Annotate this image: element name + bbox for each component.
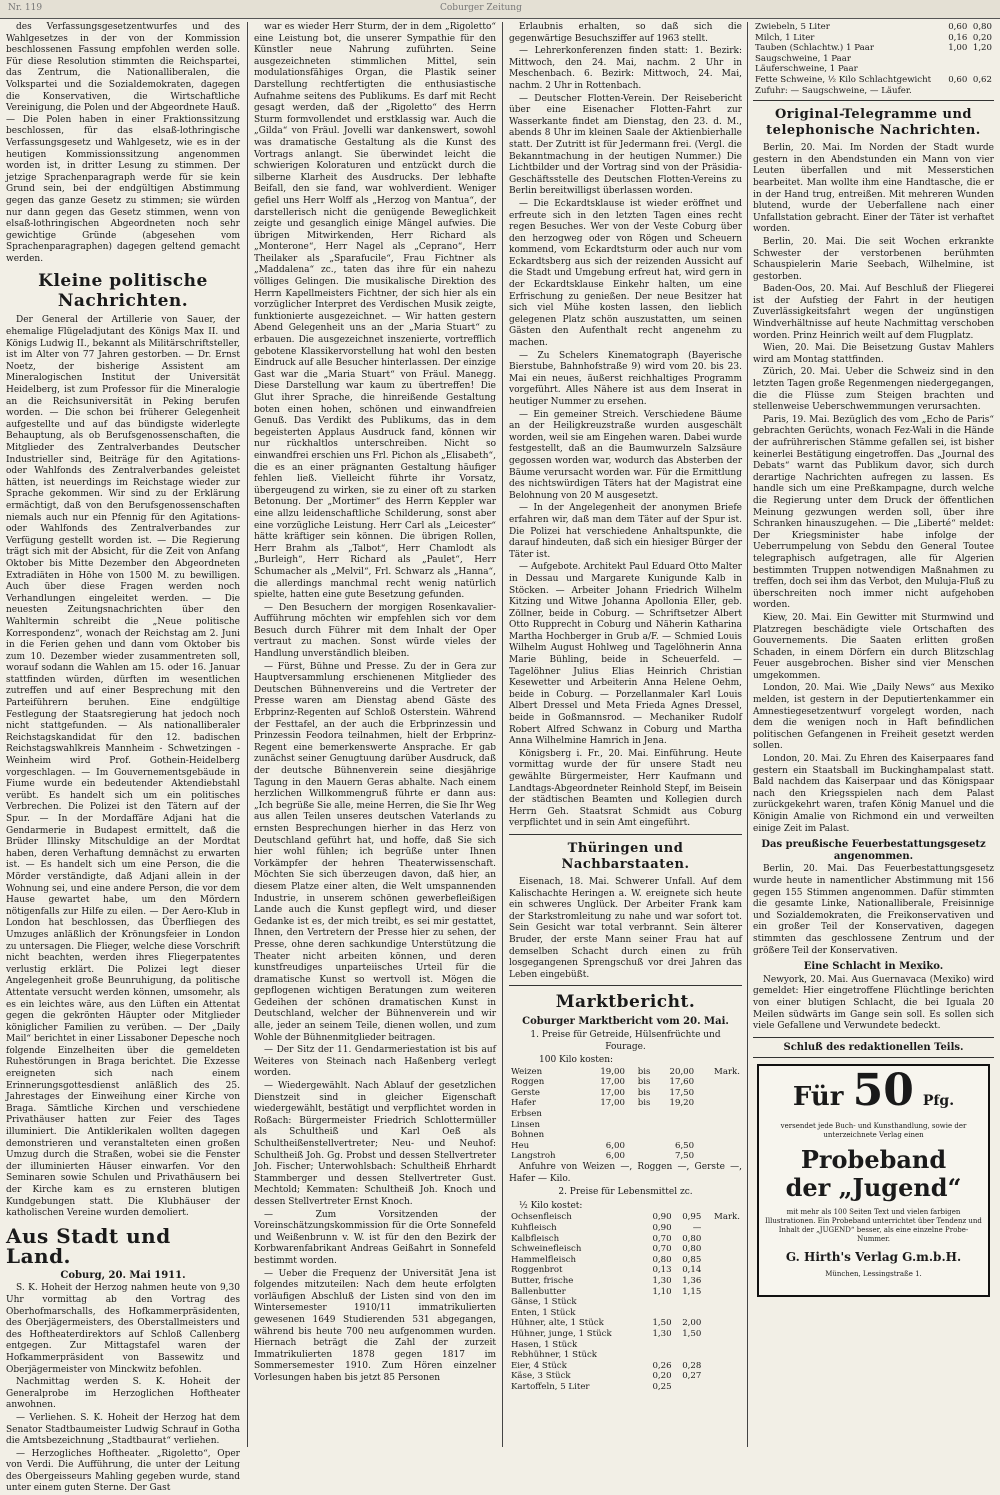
table-cell-u <box>696 1109 742 1120</box>
table-cell-lo: 17,00 <box>600 1087 625 1098</box>
table-cell-lo: 0,16 <box>948 32 968 43</box>
table-cell-u <box>703 1287 742 1298</box>
table-row <box>509 1223 742 1234</box>
table-cell-bis <box>627 1151 652 1162</box>
heading-marktbericht: Marktbericht. <box>555 992 696 1013</box>
table-cell-hi: 0,80 <box>972 22 992 32</box>
column-3 <box>509 22 742 1447</box>
table-cell-item: Saugschweine, 1 Paar <box>755 53 852 64</box>
table-cell-hi: — <box>692 1223 702 1233</box>
table-cell-hi: 17,50 <box>669 1087 695 1098</box>
table-cell-u <box>703 1382 742 1393</box>
table-row <box>509 1318 742 1329</box>
table-cell-hi <box>652 1109 696 1120</box>
ad-price-line <box>765 1065 982 1117</box>
ad-pfg: Pfg. <box>922 1093 955 1110</box>
table-cell-lo: 1,30 <box>652 1328 672 1339</box>
subheading-mexiko: Eine Schlacht in Mexiko. <box>803 961 944 973</box>
table-cell-item: Enten, 1 Stück <box>511 1307 576 1318</box>
column-rule <box>247 22 248 1447</box>
article-paragraph: — Herzogliches Hoftheater. „Rigoletto“, Oper von Verdi. Die Aufführung, die unter der Leitung des Obergeisseurs Mahling gegeben wurde, stand unter einem guten Sterne. Der Gast <box>6 1448 240 1494</box>
table-cell-u <box>696 1151 742 1162</box>
article-paragraph: Berlin, 20. Mai. Das Feuerbestattungsgesetz wurde heute in namentlicher Abstimmung mit 156 gegen 155 Stimmen angenommen. Dafür stimmten die gesamte Linke, Nationalliberale, Freisinnige und Sozialdemokraten, die Freikonservativen und ein großer Teil der Konservativen, dagegen stimmten das geschlossene Zentrum und der größere Teil der Konservativen. <box>753 864 994 956</box>
table-cell-item: Kuhfleisch <box>511 1223 557 1233</box>
table-row <box>509 1329 742 1340</box>
table-cell-u <box>703 1244 742 1255</box>
dateline: Coburg, 20. Mai 1911. <box>60 1269 186 1281</box>
table-row <box>509 1151 742 1162</box>
article-paragraph: — Ueber die Frequenz der Universität Jena ist folgendes mitzuteilen: Nach dem heute erfolgten vorläufigen Abschluß der Listen sind von den im Wintersemester 1910/11 immatrikulierten gewesenen 1649 Studierenden 531 abgegangen, während bis heute 700 neu aufgenommen wurden. Hiernach beträgt die Zahl der zurzeit Immatrikulierten 1878 gegen 1817 im Sommersemester 1910. Zum Hören einzelner Vorlesungen haben bis jetzt 85 Personen <box>254 1268 496 1383</box>
table-cell-hi: 1,20 <box>972 43 992 54</box>
table-row <box>509 1371 742 1382</box>
article-paragraph: Zürich, 20. Mai. Ueber die Schweiz sind in den letzten Tagen große Regenmengen niedergegangen, die die Flüsse zum Steigen brachten und stellenweise Ueberschwemmungen verursachten. <box>753 367 994 413</box>
market-supply-note: Anfuhre von Weizen —, Roggen —, Gerste —, Hafer — Kilo. <box>509 1162 742 1184</box>
table-row <box>509 1276 742 1287</box>
article-paragraph: — Zu Schelers Kinematograph (Bayerische Bierstube, Bahnhofstraße 9) wird vom 20. bis 23. Mai ein neues, äußerst reichhaltiges Programm vorgeführt. Alles Nähere ist aus dem Inserat in heutiger Nummer zu ersehen. <box>509 350 742 407</box>
ad-publisher: G. Hirth's Verlag G.m.b.H. <box>785 1250 962 1265</box>
table-cell-hi <box>674 1308 704 1319</box>
table-cell-u <box>703 1223 742 1234</box>
article-paragraph: war es wieder Herr Sturm, der in dem „Rigoletto“ eine Leistung bot, die unserer Sympathie für den Künstler neue Nahrung zuführten. Seine ausgezeichneten stimmlichen Mittel, sein modulationsfähiges Organ, die Plastik seiner Darstellung rechtfertigten die enthusiastische Aufnahme seitens des Publikums. Es darf mit Recht gesagt werden, daß der „Rigoletto“ des Herrn Sturm formvollendet und erstklassig war. Auch die „Gilda“ von Fräul. Jovelli war dankenswert, sowohl was dramatische Gestaltung als die Kunst des Vortrags anlangt. Sie überwindet leicht die schwierigen Koloraturen und entzückt durch die silberne Klarheit des Ausdrucks. Der lebhafte Beifall, den sie fand, war wohlverdient. Weniger gefiel uns Herr Wolff als „Herzog von Mantua“, der darstellerisch nicht die genügende Beweglichkeit zeigte und gesanglich einige Mängel aufwies. Die übrigen Mitwirkenden, Herr Richard als „Monterone“, Herr Nagel als „Ceprano“, Herr Theilaker als „Sparafucile“, Frau Fichtner als „Maddalena“ zc., taten das ihre für ein nahezu völliges Gelingen. Die musikalische Direktion des Herrn Kapellmeisters Fichtner, der sich hier als ein vorzüglicher Interpret des Verdischen Musik zeigte, funktionierte ausgezeichnet. — Wir hatten gestern Abend Gelegenheit uns an der „Maria Stuart“ zu erbauen. Die ausgezeichnet inszenierte, vortrefflich gebotene Klassikervorstellung hat wohl den besten Eindruck auf alle Besucher hinterlassen. Der einzige Gast war die „Maria Stuart“ von Fräul. Manegg. Diese Darstellung war kaum zu übertreffen! Die Glut ihrer Sprache, die hinreißende Gestaltung boten einen hohen, schönen und einwandfreien Genuß. Das Verdikt des Publikums, das in dem begeisterten Applaus Ausdruck fand, können wir nur rückhaltlos unterschreiben. Nicht so einwandfrei erschien uns Frl. Pichon als „Elisabeth“, die es an einer prägnanten Gestaltung häufiger fehlen ließ. Vielleicht führte ihr Vorsatz, übergeugend zu wirken, sie zu einer oft zu starken Betonung. Der „Mortimer“ des Herrn Keppler war eine allzu leidenschaftliche Schilderung, sonst aber eine vorzügliche Leistung. Herr Carl als „Leicester“ hätte kräftiger sein können. Die übrigen Rollen, Herr Brahm als „Talbot“, Herr Chamlodt als „Burleigh“, Herr Richard als „Paulet“, Herr Schumacher als „Melvil“, Frl. Schwarz als „Hanna“, die allerdings manchmal recht wenig natürlich spielte, hatten eine gute Besetzung gefunden. <box>254 22 496 601</box>
ad-price: 50 <box>852 1065 914 1117</box>
ad-jugend: der „Jugend“ <box>785 1173 962 1203</box>
table-cell-lo: 0,26 <box>652 1360 672 1371</box>
table-cell-item: Läuferschweine, 1 Paar <box>755 64 858 75</box>
table-cell-hi <box>652 1120 696 1131</box>
table-cell-bis <box>627 1141 652 1152</box>
market-continuation-table <box>753 22 994 96</box>
table-cell-bis <box>627 1109 652 1120</box>
table-cell-u <box>696 1120 742 1131</box>
table-row <box>509 1244 742 1255</box>
masthead: Coburger Zeitung <box>440 3 522 13</box>
table-row <box>753 22 994 33</box>
market-unit-1: 100 Kilo kosten: <box>539 1055 614 1066</box>
article-paragraph: Erlaubnis erhalten, so daß sich die gegenwärtige Besuchsziffer auf 1963 stellt. <box>509 22 742 44</box>
article-paragraph: Eisenach, 18. Mai. Schwerer Unfall. Auf dem Kalischachte Heringen a. W. ereignete sich heute ein schweres Unglück. Der Arbeiter Frank kam der Starkstromleitung zu nahe und war sofort tot. Sein Gesicht war total verbrannt. Sein älterer Bruder, der erste Mann seiner Frau hat auf demselben Schacht durch einen zu früh losgegangenen Sprengschuß vor drei Jahren das Leben eingebüßt. <box>509 876 742 980</box>
article-paragraph: Königsberg i. Fr., 20. Mai. Einführung. Heute vormittag wurde der für unsere Stadt neu gewählte Bürgermeister, Herr Kaufmann und Landtags-Abgeordneter Reinhold Stepf, im Beisein der städtischen Beamten und Kollegien durch Herrn Geh. Staatsrat Schmidt aus Coburg verpflichtet und in sein Amt eingeführt. <box>509 748 742 829</box>
ad-address: München, Lessingstraße 1. <box>825 1269 922 1278</box>
column-2 <box>254 22 496 1447</box>
table-cell-u <box>703 1350 742 1361</box>
article-paragraph: — Den Besuchern der morgigen Rosenkavalier-Aufführung möchten wir empfehlen sich vor dem Besuch durch Führer mit dem Inhalt der Oper vertraut zu machen. Sonst würde vieles der Handlung unverständlich bleiben. <box>254 602 496 660</box>
table-cell-item: Bohnen <box>511 1130 545 1141</box>
table-row <box>753 33 994 44</box>
table-cell-item: Käse, 3 Stück <box>511 1371 571 1382</box>
table-row <box>753 86 994 97</box>
table-cell-u <box>703 1371 742 1382</box>
grain-price-table <box>509 1067 742 1162</box>
advertisement-jugend <box>757 1064 990 1297</box>
table-cell-lo: 0,80 <box>652 1254 672 1265</box>
article-paragraph: — Wiedergewählt. Nach Ablauf der gesetzlichen Dienstzeit sind in gleicher Eigenschaft wiedergewählt, bestätigt und verpflichtet worden in Roßach: Bürgermeister Friedrich Schlottermüller als Schultheiß und Karl Oeß als Schultheißenstellvertreter; Neu- und Neuhof: Schultheiß Joh. Gg. Probst und dessen Stellvertreter Joh. Fischer; Unterwohlsbach: Schultheiß Ehrhardt Stammberger und dessen Stellvertreter Gust. Mechtold; Kemmaten: Schultheiß Joh. Knoch und dessen Stellvertreter Ernst Knoch. <box>254 1081 496 1207</box>
article-paragraph: S. K. Hoheit der Herzog nahmen heute von 9,30 Uhr vormittag ab den Vortrag des Oberhofmarschalls, des Hofkammerpräsidenten, des Oberjägermeisters, des Oberstallmeisters und des Hoftheaterdirektors auf Schloß Callenberg entgegen. Zur Mittagstafel waren der Hofkammerpräsident von Bassewitz und Oberjägermeister von Minckwitz befohlen. <box>6 1283 240 1375</box>
table-cell-hi: 1,36 <box>682 1275 702 1286</box>
table-row <box>753 43 994 54</box>
table-cell-hi: 1,15 <box>682 1286 702 1297</box>
divider <box>753 1057 994 1058</box>
table-cell-u <box>696 1130 742 1141</box>
table-row <box>509 1255 742 1266</box>
table-cell-lo <box>945 86 970 97</box>
table-cell-item: Butter, frische <box>511 1275 574 1286</box>
article-paragraph: London, 20. Mai. Zu Ehren des Kaiserpaares fand gestern ein Staatsball im Buckinghampalast statt. Bald nachdem das Kaiserpaar und das Königspaar nach den Kriegsspielen nach dem Palast zurückgekehrt waren, trafen König Manuel und die Königin Amalie von Richmond ein und verweilten einige Zeit im Palast. <box>753 754 994 834</box>
table-cell-hi <box>652 1130 696 1141</box>
table-cell-bis: bis <box>637 1077 651 1088</box>
table-cell-bis <box>627 1130 652 1141</box>
table-cell-hi: 1,50 <box>682 1328 702 1339</box>
table-cell-hi: 19,20 <box>669 1098 695 1109</box>
table-cell-lo: 0,60 <box>948 74 968 85</box>
article-paragraph: Berlin, 20. Mai. Die seit Wochen erkrankte Schwester der verstorbenen berühmten Schauspielerin Marie Seebach, Wilhelmine, ist gestorben. <box>753 236 994 282</box>
article-paragraph: — Zum Vorsitzenden der Voreinschätzungskommission für die Orte Sonnefeld und Weißenbrunn v. W. ist für den den Bezirk der Korbwarenfabrikant Andreas Geißahrt in Sonnefeld bestimmt worden. <box>254 1209 496 1266</box>
table-row <box>509 1088 742 1099</box>
article-paragraph: Wien, 20. Mai. Die Beisetzung Gustav Mahlers wird am Montag stattfinden. <box>753 343 994 365</box>
article-paragraph: — Aufgebote. Architekt Paul Eduard Otto Malter in Dessau und Margarete Kunigunde Kalb in Stöcken. — Arbeiter Johann Friedrich Wilhelm Kitzing und Witwe Johanna Apollonia Eller, geb. Zöllner, beide in Coburg. — Schriftsetzer Albert Otto Rupprecht in Coburg und Näherin Katharina Martha Hochberger in Grub a/F. — Schmied Louis Wilhelm August Hohlweg und Tagelöhnerin Anna Marie Bühling, beide in Scheuerfeld. — Tagelöhner Julius Elias Heinrich Christian Kesewetter und Arbeiterin Anna Helene Oehm, beide in Coburg. — Porzellanmaler Karl Louis Albert Dressel und Meta Frieda Agnes Dressel, beide in Goßmannsrod. — Mechaniker Rudolf Robert Alfred Schwanz in Coburg und Martha Anna Wilhelmine Hamrich in Jena. <box>509 562 742 747</box>
page-header-strip <box>0 0 1000 19</box>
table-cell-u <box>703 1276 742 1287</box>
table-cell-item: Gänse, 1 Stück <box>511 1297 577 1308</box>
table-cell-u: Mark. <box>714 1212 740 1223</box>
table-cell-u <box>703 1361 742 1372</box>
table-cell-lo <box>644 1308 674 1319</box>
table-cell-lo: 1,00 <box>948 43 968 54</box>
article-paragraph: — Der Sitz der 11. Gendarmeriestation ist bis auf Weiteres von Steinach nach Haßenberg verlegt worden. <box>254 1045 496 1079</box>
table-cell-hi: 17,60 <box>669 1077 695 1088</box>
table-row <box>509 1067 742 1078</box>
table-cell-hi <box>674 1297 704 1308</box>
table-cell-item: Heu <box>511 1140 530 1151</box>
table-cell-item: Langstroh <box>511 1151 556 1162</box>
subheading-feuerbestattung: Das preußische Feuerbestattungsgesetz angenommen. <box>761 839 986 862</box>
table-row <box>509 1109 742 1120</box>
table-cell-u: Mark. <box>714 1066 740 1077</box>
table-cell-hi: 0,62 <box>972 74 992 85</box>
heading-kleine-politische-nachrichten: Kleine politische Nachrichten. <box>38 271 208 312</box>
heading-thueringen: Thüringen und Nachbarstaaten. <box>561 840 690 872</box>
table-cell-lo: 0,90 <box>652 1212 672 1223</box>
table-cell-lo <box>644 1350 674 1361</box>
table-row <box>753 75 994 86</box>
table-cell-item: Zwiebeln, 5 Liter <box>755 22 830 32</box>
table-cell-item: Zufuhr: — Saugschweine, — Läufer. <box>755 85 912 96</box>
article-paragraph: — Verliehen. S. K. Hoheit der Herzog hat dem Senator Stadtbaumeister Ludwig Schrauf in Gotha die Amtsbezeichnung „Stadtbaurat“ verliehen. <box>6 1412 240 1447</box>
table-cell-item: Fette Schweine, ½ Kilo Schlachtgewicht <box>755 74 932 85</box>
ad-probeband: Probeband <box>800 1145 947 1175</box>
article-paragraph: London, 20. Mai. Wie „Daily News“ aus Mexiko melden, ist gestern in der Deputiertenkammer ein Amnestiegesetzentwurf vorgelegt worden, nach dem die wenigen noch in Haft befindlichen politischen Gefangenen in Freiheit gesetzt werden sollen. <box>753 683 994 752</box>
table-cell-lo: 0,25 <box>652 1381 672 1392</box>
table-row <box>509 1141 742 1152</box>
table-cell-hi: 0,85 <box>682 1254 702 1265</box>
table-cell-lo: 6,00 <box>605 1151 625 1162</box>
table-row <box>509 1265 742 1276</box>
table-cell-item: Weizen <box>511 1066 543 1077</box>
table-cell-item: Hühner, junge, 1 Stück <box>511 1328 612 1339</box>
heading-aus-stadt-und-land: Aus Stadt und Land. <box>6 1223 171 1268</box>
divider <box>509 834 742 835</box>
table-cell-lo: 1,30 <box>652 1275 672 1286</box>
table-cell-u <box>696 1141 742 1152</box>
table-cell-item: Hafer <box>511 1098 536 1109</box>
column-4 <box>753 22 994 1447</box>
table-cell-lo <box>945 54 970 65</box>
table-cell-bis <box>627 1120 652 1131</box>
table-cell-item: Erbsen <box>511 1109 542 1120</box>
table-cell-lo: 1,10 <box>652 1286 672 1297</box>
table-cell-hi: 0,27 <box>682 1371 702 1382</box>
table-row <box>509 1297 742 1308</box>
table-cell-hi <box>674 1340 704 1351</box>
table-cell-lo <box>945 64 970 75</box>
table-row <box>509 1120 742 1131</box>
table-cell-lo <box>583 1130 627 1141</box>
table-row <box>509 1350 742 1361</box>
table-cell-u <box>703 1308 742 1319</box>
divider <box>753 1037 994 1038</box>
table-cell-lo: 17,00 <box>600 1077 625 1088</box>
table-cell-lo <box>644 1297 674 1308</box>
article-paragraph: — Fürst, Bühne und Presse. Zu der in Gera zur Hauptversammlung erschienenen Mitglieder des Deutschen Bühnenvereins und die Vertreter der Presse waren am Dienstag abend Gäste des Erbprinz-Regenten auf Schloß Osterstein. Während der Festtafel, an der auch die Erbprinzessin und Prinzessin Feodora teilnahmen, hielt der Erbprinz-Regent eine bemerkenswerte Ansprache. Er gab zunächst seiner Genugtuung darüber Ausdruck, daß der deutsche Bühnenverein seine diesjährige Tagung in den Mauern Geras abhalte. Nach einem herzlichen Willkommengruß führte er dann aus: „Ich begrüße Sie alle, meine Herren, die Sie Ihr Weg aus allen Teilen unseres deutschen Vaterlands zu ernsten Besprechungen hierher in das Herz von Deutschland geführt hat, und hoffe, daß Sie sich hier wohl fühlen; ich begrüße unter Ihnen Vorkämpfer der hehren Theaterwissenschaft. Möchten Sie sich überzeugen davon, daß hier, an diesem Platze einer alten, die Welt umspannenden Industrie, in unserem schönen gewerbefleißigen Lande auch die Kunst gepflegt wird, und dieser Gedanke ist es, der mich treibt, es sei mir gestattet, Ihnen, den Vertretern der Presse hier zu sehen, der Presse, ohne deren sachkundige Unterstützung die Theater nicht arbeiten können, und deren kunstfreudiges unparteiisches Urteil für die dramatische Kunst so wertvoll ist. Mögen die gepflogenen wichtigen Beratungen zum weiteren Gedeihen der schönen dramatischen Kunst in Deutschland, welcher der Bühnenverein und wir alle, jeder an seinem Teile, dienen wollen, und zum Wohle der Bühnenmitglieder beitragen. <box>254 661 496 1043</box>
article-paragraph: Der General der Artillerie von Sauer, der ehemalige Flügeladjutant des Königs Max II. und Königs Ludwig II., bekannt als Militärschriftsteller, ist im Alter von 77 Jahren gestorben. — Dr. Ernst Noetz, der bisherige Assistent am Mineralogischen Institut der Universität Heidelberg, ist zum Professor für die Mineralogie an die Reichsuniversität in Peking berufen worden. — Die schon bei früherer Gelegenheit aufgestellte und auf das bündigste widerlegte Behauptung, als ob Berufsgenossenschaften, die Mitglieder des Zentralverbandes Deutscher Industrieller sind, Beiträge für den Agitations- oder Wahlfonds des Zentralverbandes geleistet hätten, ist neuerdings im Reichstage wieder zur Sprache gekommen. Wir sind zu der Erklärung ermächtigt, daß von den Berufsgenossenschaften niemals auch nur ein Pfennig für den Agitations- oder Wahlfonds des Zentralverbandes zur Verfügung gestellt worden ist. — Die Regierung trägt sich mit der Absicht, für die Zeit von Anfang Oktober bis Mitte Dezember den Abgeordneten Extradiäten in Höhe von 1500 M. zu bewilligen. Auch über diese Fragen werden noch Verhandlungen eingeleitet werden. — Die neuesten Zeitungsnachrichten über den Wahltermin schreibt die „Neue politische Korrespondenz“, wonach der Reichstag am 2. Juni in die Ferien gehen und dann vom Oktober bis zum 10. Dezember wieder zusammentreten soll, worauf sodann die Wahlen am 15. oder 16. Januar stattfinden würden, dürften im wesentlichen zutreffen und auf einer Besprechung mit den Parteiführern beruhen. Eine endgültige Festlegung der Staatsregierung hat jedoch noch nicht stattgefunden. — Als nationalliberaler Reichstagskandidat für den 12. badischen Reichstagswahlkreis Mannheim - Schwetzingen - Weinheim wird Prof. Gothein-Heidelberg vorgeschlagen. — Im Gouvernementsgebäude in Fiume wurde ein bedeutender Aktendiebstahl verübt. Es handelt sich um ein politisches Verbrechen. Die Polizei ist den Tätern auf der Spur. — In der Mordaffäre Adjani hat die Gendarmerie in Budapest ermittelt, daß die Brüder Illinsky Mitschuldige an der Mordtat haben, deren Verhaftung demnächst zu erwarten ist. — Es handelt sich um eine Person, die die Mörder verständigte, daß Adjani allein in der Wohnung sei, und eine andere Person, die vor dem Hause gewartet habe, um den Mördern nötigenfalls zur Hilfe zu eilen. — Der Aero-Klub in London hat beschlossen, das Überfliegen des Umzuges anläßlich der Krönungsfeier in London zu untersagen. Die Flieger, welche diese Vorschrift nicht beachten, werden ihres Fliegerpatentes verlustig erklärt. Die Polizei legt dieser Angelegenheit große Beunruhigung, da politische Attentate versucht werden können, umsomehr, als es ein leichtes wäre, aus den Lüften ein Attentat gegen die gekrönten Häupter oder Mitglieder königlicher Familien zu verüben. — Der „Daily Mail“ berichtet in einer Lissaboner Depesche noch folgende Einzelheiten über die gemeldeten Ruhestörungen in Braga berichtet. Die Exzesse ereigneten sich nach einem Erinnerungsgottesdienst anläßlich des 25. Jahrestages der Einweihung einer Kirche von Braga. Sämtliche Kirchen und verschiedene Privathäuser hatten zur Feier des Tages illuminiert. Die Antiklerikalen wollten dagegen demonstrieren und veranstalteten einen großen Umzug durch die Straßen, wobei sie die Fenster der illuminierten Häuser einwarfen. Vor den Seminaren sowie Schulen und Privathäusern bei der Kirche kam es zu ernsteren blutigen Kundgebungen statt. Die Klubhäuser der katholischen Vereine wurden demoliert. <box>6 315 240 1219</box>
market-unit-2: ½ Kilo kostet: <box>519 1200 583 1211</box>
page-number: Nr. 119 <box>8 3 43 13</box>
ad-text-2: mit mehr als 100 Seiten Text und vielen farbigen Illustrationen. Ein Probeband unterrichtet über Tendenz und Inhalt der „JUGEND“ besser, als eine einzelne Probe-Nummer. <box>765 1208 982 1244</box>
table-cell-lo: 1,50 <box>652 1318 672 1329</box>
table-cell-item: Rebhühner, 1 Stück <box>511 1350 598 1361</box>
table-cell-hi: 7,50 <box>674 1151 695 1162</box>
article-paragraph: Paris, 19. Mai. Bezüglich des vom „Echo de Paris“ gebrachten Gerüchts, wonach Fez-Wali in die Hände der aufrührerischen Stämme gefallen sei, ist bisher keinerlei Bestätigung eingetroffen. Das „Journal des Debats“ warnt das Publikum davor, sich durch derartige Nachrichten aufregen zu lassen. Es handle sich um eine Preßkampagne, durch welche die Regierung unter dem Druck der öffentlichen Meinung gezwungen werden soll, über ihre Schranken hinauszugehen. — Die „Liberté“ meldet: Der Kriegsminister habe infolge der Ueberrumpelung von Sebdu den General Toutee telegraphisch aufgetragen, alle für Algerien bestimmten Truppen notwendigen Maßnahmen zu treffen, doch sei ihm das Verbot, den Muluja-Fluß zu überschreiten noch immer nicht aufgehoben worden. <box>753 414 994 611</box>
table-row <box>509 1077 742 1088</box>
table-cell-lo <box>583 1109 627 1120</box>
article-paragraph: — In der Angelegenheit der anonymen Briefe erfahren wir, daß man dem Täter auf der Spur ist. Die Polizei hat verschiedene Anhaltspunkte, die darauf hindeuten, daß sich ein hiesiger Bürger der Täter ist. <box>509 503 742 560</box>
table-cell-hi: 0,20 <box>972 32 992 43</box>
table-cell-u <box>703 1340 742 1351</box>
divider <box>753 100 994 101</box>
table-cell-lo: 17,00 <box>600 1098 625 1109</box>
divider <box>509 985 742 986</box>
table-cell-bis: bis <box>637 1066 651 1077</box>
table-cell-bis: bis <box>637 1087 651 1098</box>
table-cell-item: Kartoffeln, 5 Liter <box>511 1381 590 1392</box>
table-cell-item: Schweinefleisch <box>511 1244 582 1255</box>
table-cell-item: Milch, 1 Liter <box>755 32 815 43</box>
ad-fuer: Für <box>792 1082 844 1113</box>
table-cell-u <box>703 1329 742 1340</box>
table-cell-lo: 0,90 <box>652 1223 672 1233</box>
market-subtitle-1: 1. Preise für Getreide, Hülsenfrüchte und Fourage. <box>530 1029 721 1052</box>
table-cell-lo: 0,13 <box>652 1265 672 1276</box>
table-cell-item: Kalbfleisch <box>511 1233 560 1244</box>
table-row <box>509 1234 742 1245</box>
table-cell-lo <box>583 1120 627 1131</box>
table-cell-u <box>703 1234 742 1245</box>
table-row <box>509 1098 742 1109</box>
table-cell-u <box>703 1255 742 1266</box>
table-cell-u <box>696 1077 742 1088</box>
article-paragraph: — Die Eckardtsklause ist wieder eröffnet und erfreute sich in den letzten Tagen eines recht regen Besuches. Wer von der Veste Coburg über den herzogweg oder von Rögen und Scheuern kommend, vom Eckardtsturm oder auch nur vom Eckardtsberg aus sich der reizenden Aussicht auf die Stadt und Umgebung erfreut hat, wird gern in der Eckardtsklause Einkehr halten, um eine Erfrischung zu genießen. Der neue Besitzer hat sich viel Mühe kosten lassen, den lieblich gelegenen Platz schön auszustatten, um seinen Gästen den Aufenthalt recht angenehm zu machen. <box>509 198 742 349</box>
food-price-table <box>509 1212 742 1392</box>
table-cell-u <box>696 1098 742 1109</box>
column-rule <box>502 22 503 1447</box>
table-cell-hi <box>969 54 994 65</box>
table-cell-lo: 0,60 <box>948 22 968 32</box>
table-cell-item: Linsen <box>511 1119 541 1130</box>
table-row <box>509 1212 742 1223</box>
table-row <box>509 1361 742 1372</box>
table-cell-lo: 0,70 <box>652 1233 672 1244</box>
table-row <box>509 1382 742 1393</box>
table-row <box>753 54 994 65</box>
table-cell-item: Hammelfleisch <box>511 1254 577 1265</box>
article-paragraph: Baden-Oos, 20. Mai. Auf Beschluß der Fliegerei ist der Aufstieg der Fahrt in der heutigen Zuverlässigkeitsfahrt wegen der ungünstigen Windverhältnisse auf heute Nachmittag verschoben worden. Prinz Heinrich weilt auf dem Flugplatz. <box>753 284 994 341</box>
table-cell-hi: 0,14 <box>682 1265 702 1276</box>
column-1 <box>6 22 240 1494</box>
table-cell-lo: 6,00 <box>605 1140 625 1151</box>
table-cell-hi <box>674 1382 704 1393</box>
ad-text-1: versendet jede Buch- und Kunsthandlung, sowie der unterzeichnete Verlag einen <box>780 1122 967 1140</box>
table-cell-hi: 0,28 <box>682 1360 702 1371</box>
table-cell-u <box>703 1265 742 1276</box>
end-of-editorial: Schluß des redaktionellen Teils. <box>783 1041 964 1053</box>
table-cell-item: Ochsenfleisch <box>511 1212 572 1223</box>
article-paragraph: des Verfassungsgesetzentwurfes und des Wahlgesetzes in der von der Kommission beschlossenen Fassung empfohlen werden solle. Für diese Resolution stimmten die Reichspartei, das Zentrum, die Nationalliberalen, die Volkspartei und die Sozialdemokraten, dagegen die Konservativen, die Wirtschaftliche Vereinigung, die Polen und der Abgeordnete Hauß. — Die Polen haben in einer Fraktionssitzung beschlossen, für das elsaß-lothringische Verfassungsgesetz und Wahlgesetz, wie es in der heutigen Kommissionssitzung angenommen worden ist, in dritter Lesung zu stimmen. Der jetzige Sprachenparagraph werde für sie kein Grund sein, bei der endgültigen Abstimmung gegen das ganze Gesetz zu stimmen; sie würden nur dann gegen das Gesetz stimmen, wenn von elsaß-lothringischen Abgeordneten noch sehr gewichtige Gründe (abgesehen vom Sprachenparagraphen) dagegen geltend gemacht werden. <box>6 22 240 264</box>
article-paragraph: — Deutscher Flotten-Verein. Der Reisebericht über eine Eisenacher Flotten-Fahrt zur Wasserkante findet am Dienstag, den 23. d. M., abends 8 Uhr im kleinen Saale der Aktienbierhalle statt. Der Zutritt ist für Jedermann frei. (Vergl. die Bekanntmachung in der heutigen Nummer.) Die Lichtbilder und der Vortrag sind von der Präsidia-Geschäftsstelle des Deutschen Flotten-Vereins zu Berlin bereitwilligst überlassen worden. <box>509 93 742 197</box>
table-cell-hi: 20,00 <box>669 1066 695 1077</box>
table-cell-item: Ballenbutter <box>511 1286 566 1297</box>
article-paragraph: Kiew, 20. Mai. Ein Gewitter mit Sturmwind und Platzregen beschädigte viele Ortschaften des Gouvernements. Die Saaten erlitten großen Schaden, in einem Dörfern ein durch Blitzschlag Feuer ausgebrochen. Bisher sind vier Menschen umgekommen. <box>753 612 994 681</box>
table-row <box>753 64 994 75</box>
table-cell-hi <box>969 64 994 75</box>
table-cell-item: Roggen <box>511 1077 545 1088</box>
table-cell-hi: 0,80 <box>682 1244 702 1255</box>
table-cell-item: Hühner, alte, 1 Stück <box>511 1318 604 1329</box>
table-cell-u <box>703 1297 742 1308</box>
article-paragraph: Nachmittag werden S. K. Hoheit der Generalprobe im Herzoglichen Hoftheater anwohnen. <box>6 1377 240 1411</box>
table-cell-item: Hasen, 1 Stück <box>511 1339 578 1350</box>
table-cell-lo: 0,70 <box>652 1244 672 1255</box>
table-cell-item: Roggenbrot <box>511 1265 563 1276</box>
table-cell-hi: 0,95 <box>682 1212 702 1223</box>
table-cell-item: Eier, 4 Stück <box>511 1360 567 1371</box>
table-cell-lo: 0,20 <box>652 1371 672 1382</box>
market-subtitle-2: 2. Preise für Lebensmittel zc. <box>558 1187 693 1198</box>
market-title: Coburger Marktbericht vom 20. Mai. <box>522 1016 729 1028</box>
heading-telegramme: Original-Telegramme und telephonische Nachrichten. <box>766 107 981 139</box>
table-cell-hi: 0,80 <box>682 1233 702 1244</box>
article-paragraph: Berlin, 20. Mai. Im Norden der Stadt wurde gestern in den Abendstunden ein Mann von vier Leuten überfallen und mit Messerstichen bearbeitet. Man wollte ihm eine Handtasche, die er in der Hand trug, entreißen. Mit mehreren Wunden blutend, wurde der Ueberfallene nach einer Unfallstation gebracht. Einer der Täter ist verhaftet worden. <box>753 143 994 235</box>
article-paragraph: — Ein gemeiner Streich. Verschiedene Bäume an der Heiligkreuzstraße wurden ausgeschält worden, weil sie am Eingehen waren. Dabei wurde festgestellt, daß an die Baumwurzeln Salzsäure gegossen worden war, wodurch das Absterben der Bäume verursacht worden war. Für die Ermittlung des nichtswürdigen Täters hat der Magistrat eine Belohnung von 20 M ausgesetzt. <box>509 409 742 501</box>
table-cell-lo: 19,00 <box>600 1066 625 1077</box>
table-cell-hi <box>674 1350 704 1361</box>
table-cell-lo <box>644 1340 674 1351</box>
table-row <box>509 1287 742 1298</box>
article-paragraph: — Lehrerkonferenzen finden statt: 1. Bezirk: Mittwoch, den 24. Mai, nachm. 2 Uhr in Meschenbach. 6. Bezirk: Mittwoch, 24. Mai, nachm. 2 Uhr in Rottenbach. <box>509 46 742 91</box>
table-cell-bis: bis <box>637 1098 651 1109</box>
table-cell-u <box>703 1318 742 1329</box>
table-cell-hi: 2,00 <box>682 1318 702 1329</box>
column-rule <box>747 22 748 1447</box>
table-row <box>509 1130 742 1141</box>
table-row <box>509 1340 742 1351</box>
table-cell-u <box>696 1088 742 1099</box>
article-paragraph: Newyork, 20. Mai. Aus Guernavaca (Mexiko) wird gemeldet: Hier eingetroffene Flüchtlinge berichten von einer blutigen Schlacht, die bei Iguala 20 Meilen südwärts im Gange sein soll. Es sollen sich viele Gefallene und Verwundete bedeckt. <box>753 974 994 1032</box>
table-cell-hi <box>969 86 994 97</box>
table-cell-item: Tauben (Schlachtw.) 1 Paar <box>755 43 874 54</box>
table-row <box>509 1308 742 1319</box>
table-cell-item: Gerste <box>511 1087 541 1098</box>
table-cell-hi: 6,50 <box>674 1140 695 1151</box>
